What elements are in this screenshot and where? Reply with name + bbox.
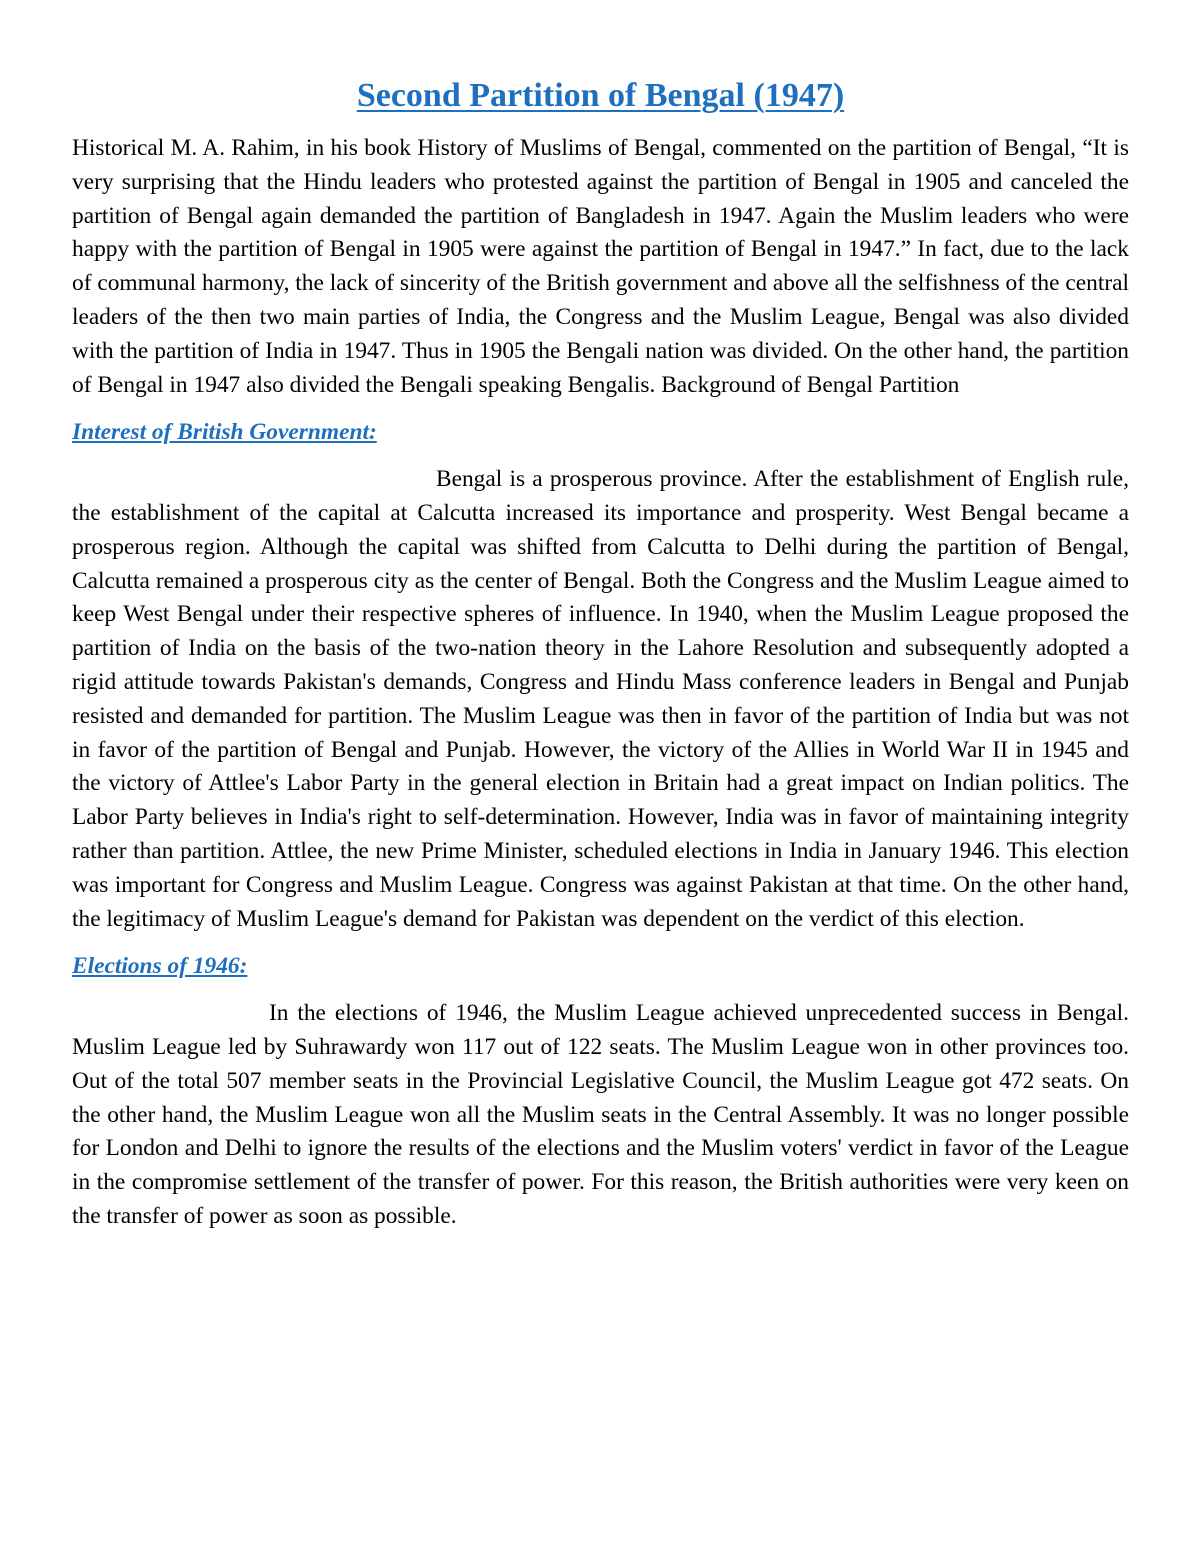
section-heading-british-interest: Interest of British Government: xyxy=(72,419,377,446)
intro-body: In fact, due to the lack of communal harmony, the lack of sincerity of the British government and above all the selfishness of the central leaders of the then two main parties of India, the Congress and the Muslim League, Bengal was also divided with the partition of India in 1947. Thus in 1905 the Bengali nation was divided. On the other hand, the partition of Bengal in 1947 also divided the Bengali speaking Bengalis. Background of Bengal Partition xyxy=(72,236,1129,398)
section-body-elections-1946: In the elections of 1946, the Muslim League achieved unprecedented success in Bengal. Muslim League led by Suhrawardy won 117 out of 122 seats. The Muslim League won in other provinces too. Out of the total 507 member seats in the Provincial Legislative Council, the Muslim League got 472 seats. On the other hand, the Muslim League won all the Muslim seats in the Central Assembly. It was no longer possible for London and Delhi to ignore the results of the elections and the Muslim voters' verdict in favor of the League in the compromise settlement of the transfer of power. For this reason, the British authorities were very keen on the transfer of power as soon as possible. xyxy=(72,1000,1129,1229)
intro-quote: Historical M. A. Rahim, in his book History of Muslims of Bengal, commented on the partition of Bengal, “It is very surprising that the Hindu leaders who protested against the partition of Bengal in 1905 and canceled the partition of Bengal again demanded the partition of Bangladesh in 1947. Again the Muslim leaders who were happy with the partition of Bengal in 1905 were against the partition of Bengal in 1947.” xyxy=(72,135,1129,263)
section-heading-elections-1946: Elections of 1946: xyxy=(72,953,248,980)
document-title: Second Partition of Bengal (1947) xyxy=(356,77,845,114)
document-page xyxy=(72,74,1129,1234)
section-body-british-interest: Bengal is a prosperous province. After the establishment of English rule, the establishment of the capital at Calcutta increased its importance and prosperity. West Bengal became a prosperous region. Although the capital was shifted from Calcutta to Delhi during the partition of Bengal, Calcutta remained a prosperous city as the center of Bengal. Both the Congress and the Muslim League aimed to keep West Bengal under their respective spheres of influence. In 1940, when the Muslim League proposed the partition of India on the basis of the two-nation theory in the Lahore Resolution and subsequently adopted a rigid attitude towards Pakistan's demands, Congress and Hindu Mass conference leaders in Bengal and Punjab resisted and demanded for partition. The Muslim League was then in favor of the partition of India but was not in favor of the partition of Bengal and Punjab. However, the victory of the Allies in World War II in 1945 and the victory of Attlee's Labor Party in the general election in Britain had a great impact on Indian politics. The Labor Party believes in India's right to self-determination. However, India was in favor of maintaining integrity rather than partition. Attlee, the new Prime Minister, scheduled elections in India in January 1946. This election was important for Congress and Muslim League. Congress was against Pakistan at that time. On the other hand, the legitimacy of Muslim League's demand for Pakistan was dependent on the verdict of this election. xyxy=(72,466,1129,932)
intro-paragraph xyxy=(72,132,1129,402)
